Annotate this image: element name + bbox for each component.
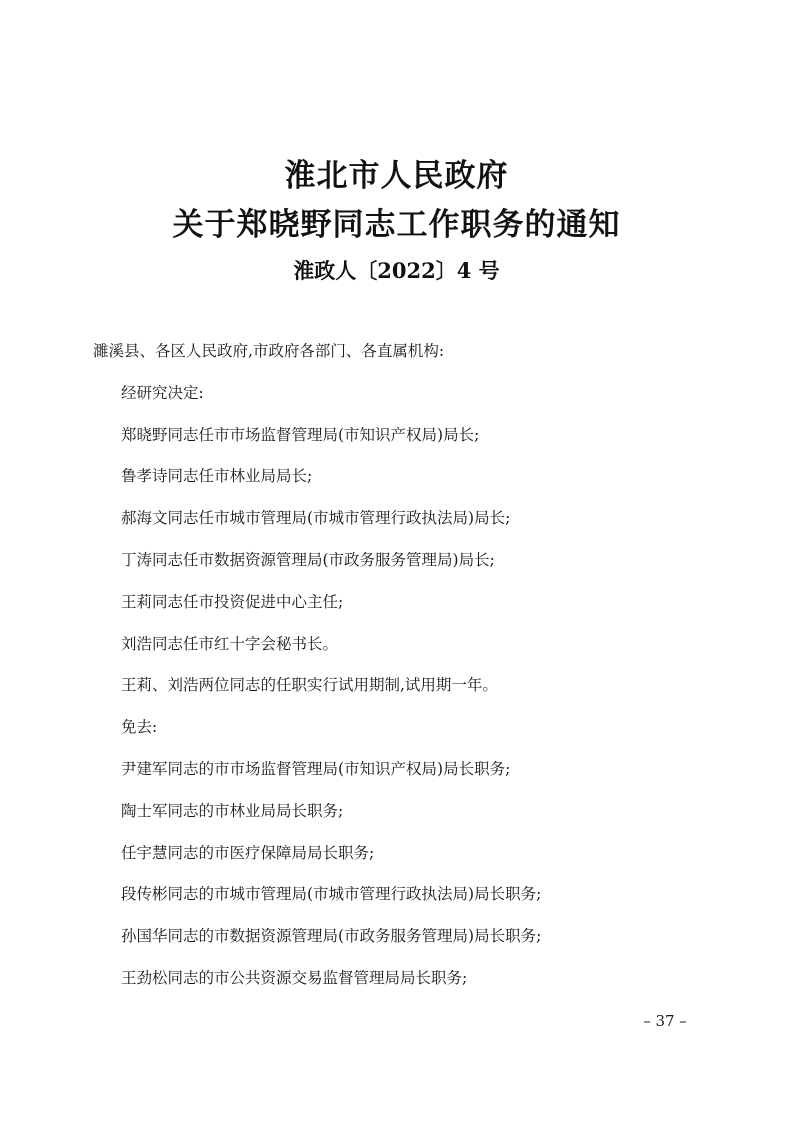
- document-body: [0, 331, 793, 1000]
- paragraph-appointment: 郝海文同志任市城市管理局(市城市管理行政执法局)局长;: [121, 509, 511, 528]
- paragraph-removal: 陶士军同志的市林业局局长职务;: [121, 801, 344, 820]
- paragraph-removal: 段传彬同志的市城市管理局(市城市管理行政执法局)局长职务;: [121, 885, 542, 904]
- paragraph-appointment: 王莉同志任市投资促进中心主任;: [121, 592, 344, 611]
- paragraph-appointment: 刘浩同志任市红十字会秘书长。: [121, 634, 339, 653]
- paragraph-removal: 任宇慧同志的市医疗保障局局长职务;: [121, 843, 375, 862]
- salutation: 濉溪县、各区人民政府,市政府各部门、各直属机构:: [93, 342, 445, 360]
- paragraph-removal: 王劲松同志的市公共资源交易监督管理局局长职务;: [121, 968, 468, 987]
- document-title-subject: 关于郑晓野同志工作职务的通知: [172, 207, 621, 243]
- paragraph-appointment: 丁涛同志任市数据资源管理局(市政务服务管理局)局长;: [121, 550, 495, 569]
- paragraph-decision-intro: 经研究决定:: [121, 383, 204, 402]
- document-title-issuer: 淮北市人民政府: [284, 158, 509, 194]
- paragraph-removal-intro: 免去:: [121, 718, 158, 737]
- paragraph-removal: 尹建军同志的市市场监督管理局(市知识产权局)局长职务;: [121, 759, 511, 778]
- document-number: 淮政人〔2022〕4 号: [293, 258, 500, 283]
- page-number: – 37 –: [643, 1012, 687, 1030]
- paragraph-appointment: 鲁孝诗同志任市林业局局长;: [121, 467, 313, 486]
- paragraph-removal: 孙国华同志的市数据资源管理局(市政务服务管理局)局长职务;: [121, 927, 542, 946]
- paragraph-appointment: 郑晓野同志任市市场监督管理局(市知识产权局)局长;: [121, 425, 480, 444]
- paragraph-probation-note: 王莉、刘浩两位同志的任职实行试用期制,试用期一年。: [121, 676, 498, 695]
